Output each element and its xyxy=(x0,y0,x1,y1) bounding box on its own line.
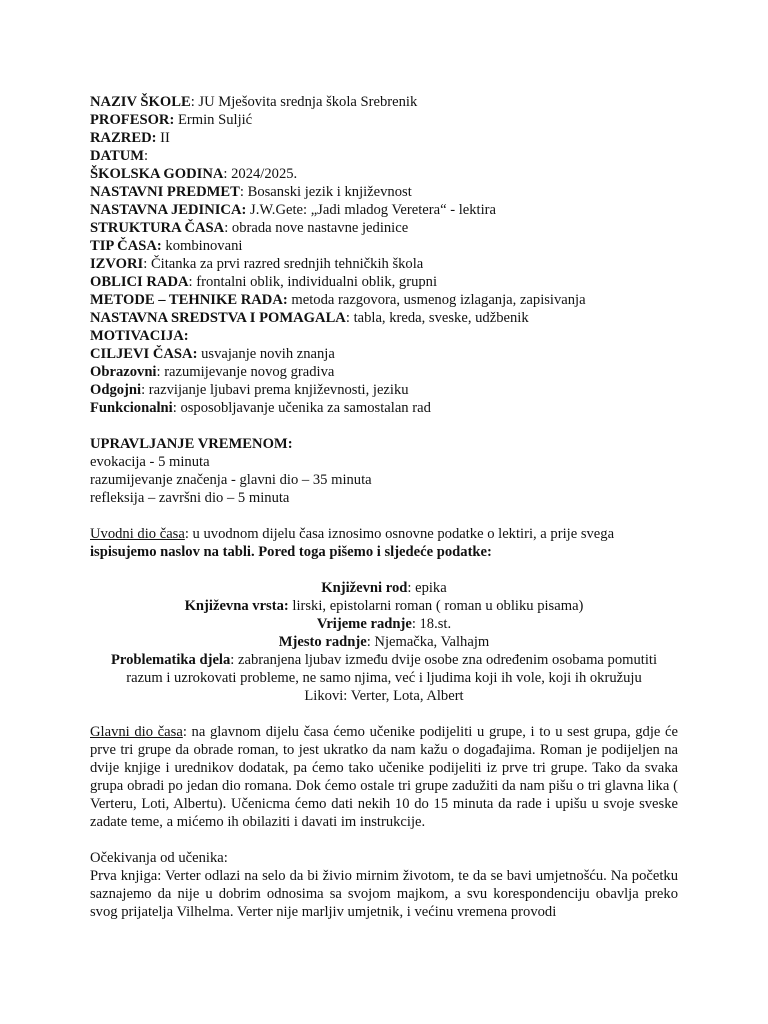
field-label: MOTIVACIJA: xyxy=(90,328,189,344)
field-separator: : xyxy=(144,148,149,164)
header-field xyxy=(90,147,678,165)
info-value: : 18.st. xyxy=(411,616,452,632)
field-value: metoda razgovora, usmenog izlaganja, zapisivanja xyxy=(291,292,586,308)
field-separator: : xyxy=(156,364,165,380)
field-separator: : xyxy=(190,94,199,110)
time-management-heading: UPRAVLJANJE VREMENOM: xyxy=(90,436,293,452)
lesson-header xyxy=(90,93,678,417)
field-value: usvajanje novih znanja xyxy=(201,346,335,362)
info-value: : zabranjena ljubav između dvije osobe zna određenim osobama pomutiti xyxy=(230,652,658,668)
time-line: razumijevanje značenja - glavni dio – 35 minuta xyxy=(90,472,372,488)
header-field xyxy=(90,93,678,111)
header-field xyxy=(90,237,678,255)
info-value: : epika xyxy=(407,580,447,596)
intro-bold-line: ispisujemo naslov na tabli. Pored toga pišemo i sljedeće podatke: xyxy=(90,544,492,560)
info-label: Mjesto radnje xyxy=(278,634,367,650)
time-line: evokacija - 5 minuta xyxy=(90,454,210,470)
field-value: JU Mješovita srednja škola Srebrenik xyxy=(198,94,418,110)
field-separator: : xyxy=(223,166,232,182)
intro-text: : u uvodnom dijelu časa iznosimo osnovne podatke o lektiri, a prije svega xyxy=(184,526,615,542)
document-page xyxy=(90,93,678,921)
header-field xyxy=(90,291,678,309)
field-label: Obrazovni xyxy=(90,364,157,380)
field-label: METODE – TEHNIKE RADA: xyxy=(90,292,288,308)
field-label: Funkcionalni xyxy=(90,400,173,416)
header-field xyxy=(90,129,678,147)
info-label: Vrijeme radnje xyxy=(316,616,412,632)
field-value: razumijevanje novog gradiva xyxy=(164,364,335,380)
field-label: NAZIV ŠKOLE xyxy=(90,94,191,110)
intro-section xyxy=(90,525,678,561)
field-value: II xyxy=(160,130,170,146)
info-label: Književni rod xyxy=(321,580,408,596)
field-value: osposobljavanje učenika za samostalan rad xyxy=(180,400,431,416)
info-label: Problematika djela xyxy=(110,652,231,668)
field-label: IZVORI xyxy=(90,256,144,272)
field-separator: : xyxy=(188,274,197,290)
header-field xyxy=(90,219,678,237)
field-value: tabla, kreda, sveske, udžbenik xyxy=(353,310,529,326)
field-label: CILJEVI ČASA: xyxy=(90,346,198,362)
info-value: lirski, epistolarni roman ( roman u obliku pisama) xyxy=(288,598,584,614)
header-field xyxy=(90,399,678,417)
time-management-section xyxy=(90,435,678,507)
field-label: ŠKOLSKA GODINA xyxy=(90,166,224,182)
info-continuation: razum i uzrokovati probleme, ne samo njima, već i ljudima koji ih vole, koji ih okružuju xyxy=(126,670,642,686)
field-value: J.W.Gete: „Jadi mladog Veretera“ - lektira xyxy=(250,202,497,218)
header-field xyxy=(90,183,678,201)
field-label: OBLICI RADA xyxy=(90,274,189,290)
characters-line: Likovi: Verter, Lota, Albert xyxy=(304,688,464,704)
field-label: DATUM xyxy=(90,148,145,164)
time-line: refleksija – završni dio – 5 minuta xyxy=(90,490,290,506)
work-info-block xyxy=(90,579,678,705)
field-separator: : xyxy=(345,310,354,326)
field-label: STRUKTURA ČASA xyxy=(90,220,225,236)
info-value: : Njemačka, Valhajm xyxy=(366,634,490,650)
field-value: Ermin Suljić xyxy=(177,112,253,128)
field-label: RAZRED: xyxy=(90,130,157,146)
field-value: Čitanka za prvi razred srednjih tehničkih škola xyxy=(150,256,424,272)
field-label: PROFESOR: xyxy=(90,112,175,128)
header-field xyxy=(90,363,678,381)
field-value: obrada nove nastavne jedinice xyxy=(231,220,409,236)
field-label: NASTAVNI PREDMET xyxy=(90,184,240,200)
intro-label: Uvodni dio časa xyxy=(90,526,185,542)
field-separator: : xyxy=(224,220,232,236)
field-value: Bosanski jezik i književnost xyxy=(247,184,412,200)
header-field xyxy=(90,309,678,327)
field-separator: : xyxy=(141,382,149,398)
main-section xyxy=(90,723,678,831)
header-field xyxy=(90,255,678,273)
info-label: Književna vrsta: xyxy=(184,598,289,614)
main-text: : na glavnom dijelu časa ćemo učenike podijeliti u grupe, i to u sest grupa, gdje će prve tri grupe da obrade roman, to jest ukratko da nam kažu o događajima. Roman je podijeljen na dvije knjige i urednikov dodatak, pa ćemo tako učenike podijeliti iz prve tri grupe. Tako da svaka grupa obradi po jedan dio romana. Dok ćemo ostale tri grupe zadužiti da nam pišu o tri glavna lika ( Verteru, Loti, Albertu). Učenicma ćemo dati nekih 10 do 15 minuta da rade i upišu u svoje sveske zadate teme, a mićemo ih obilaziti i davati im instrukcije. xyxy=(90,724,679,830)
field-value: kombinovani xyxy=(165,238,243,254)
field-value: frontalni oblik, individualni oblik, grupni xyxy=(196,274,438,290)
expectations-heading: Očekivanja od učenika: xyxy=(90,850,228,866)
header-field xyxy=(90,345,678,363)
field-separator: : xyxy=(143,256,151,272)
field-value: 2024/2025. xyxy=(231,166,298,182)
main-label: Glavni dio časa xyxy=(90,724,183,740)
first-book-paragraph: Prva knjiga: Verter odlazi na selo da bi živio mirnim životom, te da se bavi umjetnošću. Na početku saznajemo da nije u dobrim odnosima sa svojom majkom, a svu korespondenciju obavlja preko svog prijatelja Vilhelma. Verter nije marljiv umjetnik, i većinu vremena provodi xyxy=(90,868,678,920)
field-label: NASTAVNA SREDSTVA I POMAGALA xyxy=(90,310,346,326)
field-value: razvijanje ljubavi prema književnosti, jeziku xyxy=(148,382,409,398)
field-separator: : xyxy=(239,184,248,200)
header-field xyxy=(90,165,678,183)
header-field xyxy=(90,111,678,129)
field-label: NASTAVNA JEDINICA: xyxy=(90,202,247,218)
field-label: Odgojni xyxy=(90,382,142,398)
header-field xyxy=(90,381,678,399)
header-field xyxy=(90,327,678,345)
header-field xyxy=(90,273,678,291)
field-separator: : xyxy=(172,400,181,416)
header-field xyxy=(90,201,678,219)
field-label: TIP ČASA: xyxy=(90,238,162,254)
